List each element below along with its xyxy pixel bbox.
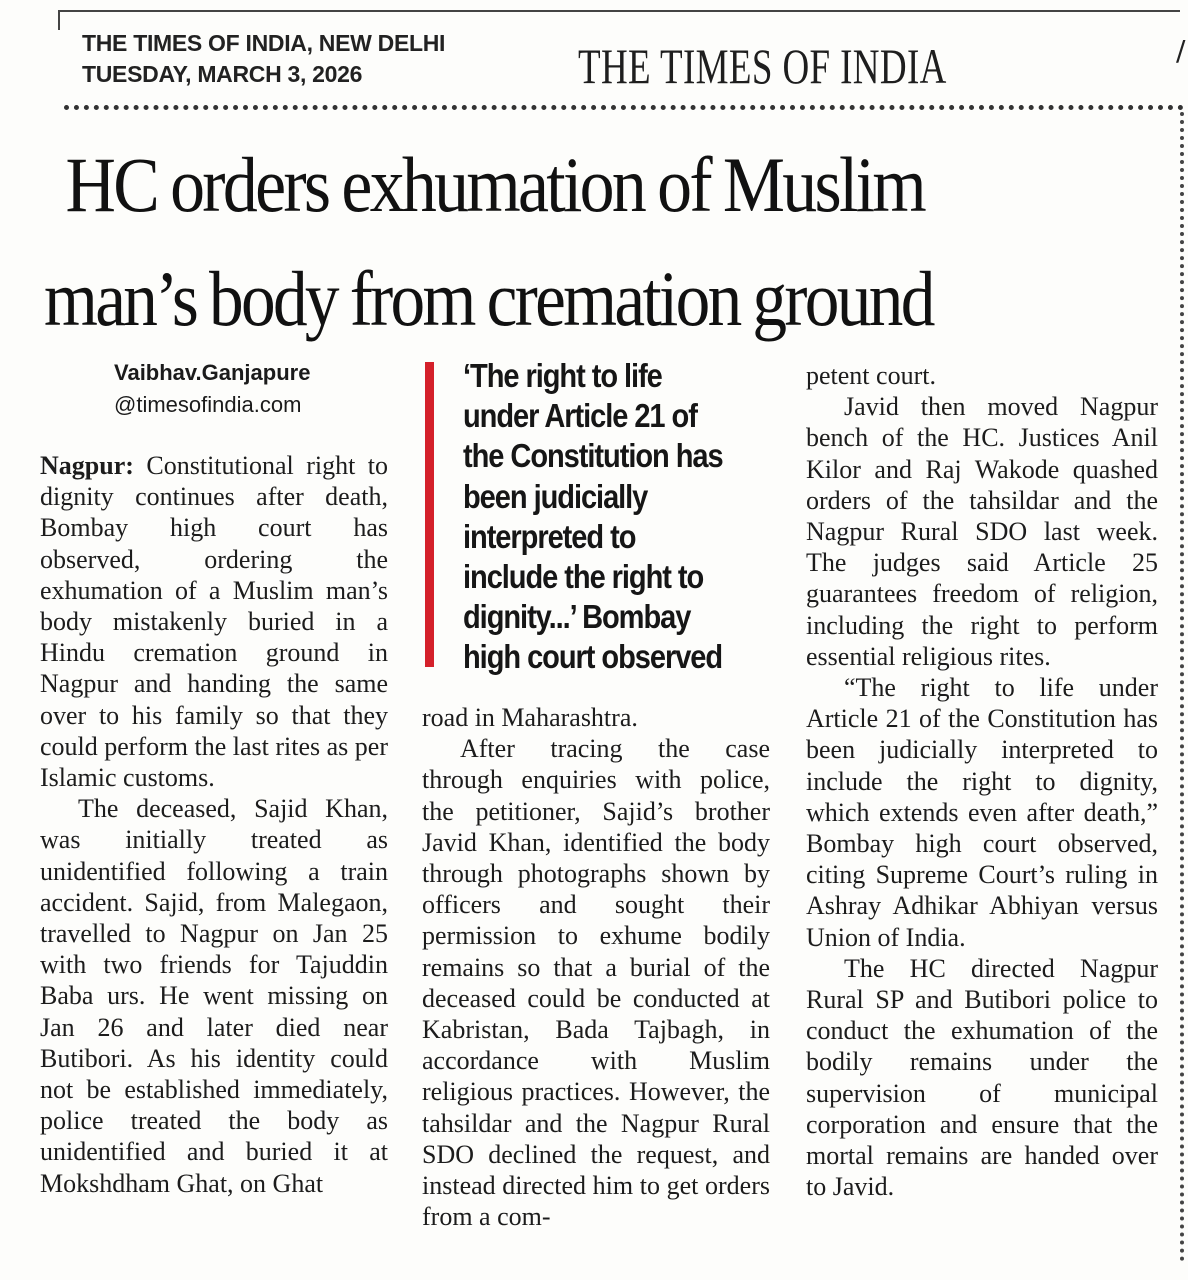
pull-quote-line: ‘The right to life <box>463 357 662 394</box>
clipping-left-border <box>58 10 60 30</box>
pull-quote-line: been judicially <box>463 477 648 515</box>
pull-quote-line: high court observed <box>463 638 723 676</box>
dotted-rule <box>64 105 1184 110</box>
headline-line-2: man’s body from cremation ground <box>44 255 933 342</box>
edge-mark: / <box>1176 34 1186 67</box>
headline-line-1: HC orders exhumation of Muslim <box>65 141 924 228</box>
publication-masthead: THE TIMES OF INDIA <box>578 38 947 94</box>
column-3 <box>806 360 1158 1202</box>
column-1 <box>40 450 388 1199</box>
right-dotted-edge <box>1180 112 1184 1262</box>
paragraph: After tracing the case through enquiries with police, the petitioner, Sajid’s brother Javid Khan, identified the body through photographs shown by officers and sought their permission to exhume bodily remains so that a burial of the deceased could be conducted at Kabristan, Bada Tajbagh, in accordance with Muslim religious practices. However, the tahsildar and the Nagpur Rural SDO declined the request, and instead directed him to get orders from a com- <box>422 734 770 1232</box>
date-line: TUESDAY, MARCH 3, 2026 <box>82 61 363 87</box>
pull-quote-line: interpreted to <box>463 517 636 555</box>
pull-quote-line: include the right to <box>463 558 704 596</box>
paragraph: “The right to life under Article 21 of the Constitution has been judicially interpreted to include the right to dignity, which extends even after death,” Bombay high court observed, citing Supreme Court’s ruling in Ashray Adhikar Abhiyan versus Union of India. <box>806 673 1158 952</box>
clipping-top-border <box>60 10 1180 12</box>
column-2 <box>422 702 770 1232</box>
pull-quote-line: dignity...’ Bombay <box>463 598 691 636</box>
paragraph: The HC directed Nagpur Rural SP and Butibori police to conduct the exhumation of the bodily remains under the supervision of municipal corporation and ensure that the mortal remains are handed over to Javid. <box>806 953 1158 1202</box>
edition-dateline <box>82 28 445 90</box>
byline-handle: @timesofindia.com <box>114 392 302 417</box>
byline-name: Vaibhav.Ganjapure <box>114 360 311 385</box>
pull-quote-line: under Article 21 of <box>463 397 697 435</box>
dateline-city: Nagpur: <box>40 451 134 480</box>
pull-quote <box>463 356 783 678</box>
paragraph: petent court. <box>806 361 936 390</box>
byline <box>114 357 310 421</box>
paragraph: road in Maharashtra. <box>422 703 638 732</box>
pull-quote-accent-bar <box>425 362 434 667</box>
paragraph: Javid then moved Nagpur bench of the HC. Justices Anil Kilor and Raj Wakode quashed orders of the tahsildar and the Nagpur Rural SDO last week. The judges said Article 25 guarantees freedom of religion, including the right to perform essential religious rites. <box>806 392 1158 671</box>
paragraph <box>40 450 388 793</box>
article-headline <box>44 128 1174 356</box>
pull-quote-line: the Constitution has <box>463 437 723 475</box>
edition-line: THE TIMES OF INDIA, NEW DELHI <box>82 30 446 56</box>
paragraph: The deceased, Sajid Khan, was initially treated as unidentified following a train accident. Sajid, from Malegaon, travelled to Nagpur on Jan 25 with two friends for Tajuddin Baba urs. He went missing on Jan 26 and later died near Butibori. As his identity could not be established immediately, police treated the body as unidentified and buried it at Mokshdham Ghat, on Ghat <box>40 794 388 1198</box>
paragraph-text: Constitutional right to dignity continues after death, Bombay high court has observed, ordering the exhumation of a Muslim man’s body mistakenly buried in a Hindu cremation ground in Nagpur and handing the same over to his family so that they could perform the last rites as per Islamic customs. <box>40 451 389 793</box>
